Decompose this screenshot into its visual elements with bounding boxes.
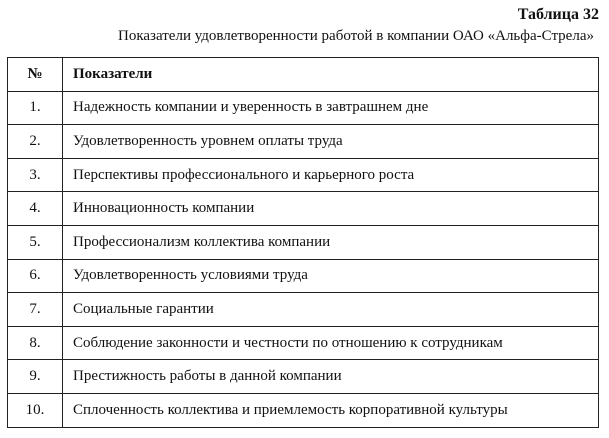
table-row: [8, 360, 599, 394]
row-indicator: Инновационность компании: [63, 192, 599, 226]
header-number: №: [8, 58, 63, 92]
row-number: 10.: [8, 393, 63, 427]
row-number: 5.: [8, 225, 63, 259]
row-number: 9.: [8, 360, 63, 394]
table-row: [8, 225, 599, 259]
row-indicator: Удовлетворенность уровнем оплаты труда: [63, 125, 599, 159]
row-indicator: Удовлетворенность условиями труда: [63, 259, 599, 293]
table-row: [8, 259, 599, 293]
row-indicator: Соблюдение законности и честности по отношению к сотрудникам: [63, 326, 599, 360]
table-row: [8, 158, 599, 192]
row-number: 7.: [8, 293, 63, 327]
indicators-table: [7, 57, 599, 428]
row-indicator: Социальные гарантии: [63, 293, 599, 327]
table-title: Показатели удовлетворенности работой в компании ОАО «Альфа-Стрела»: [118, 28, 594, 44]
table-row: [8, 192, 599, 226]
row-number: 4.: [8, 192, 63, 226]
row-number: 8.: [8, 326, 63, 360]
table-row: [8, 326, 599, 360]
table-label: Таблица 32: [517, 6, 599, 23]
table-row: [8, 91, 599, 125]
row-number: 3.: [8, 158, 63, 192]
row-number: 1.: [8, 91, 63, 125]
row-indicator: Престижность работы в данной компании: [63, 360, 599, 394]
header-indicator: Показатели: [63, 58, 599, 92]
table-row: [8, 125, 599, 159]
row-indicator: Профессионализм коллектива компании: [63, 225, 599, 259]
table-row: [8, 293, 599, 327]
row-indicator: Надежность компании и уверенность в завтрашнем дне: [63, 91, 599, 125]
row-indicator: Сплоченность коллектива и приемлемость корпоративной культуры: [63, 393, 599, 427]
row-indicator: Перспективы профессионального и карьерного роста: [63, 158, 599, 192]
row-number: 2.: [8, 125, 63, 159]
row-number: 6.: [8, 259, 63, 293]
table-header-row: [8, 58, 599, 92]
table-row: [8, 393, 599, 427]
